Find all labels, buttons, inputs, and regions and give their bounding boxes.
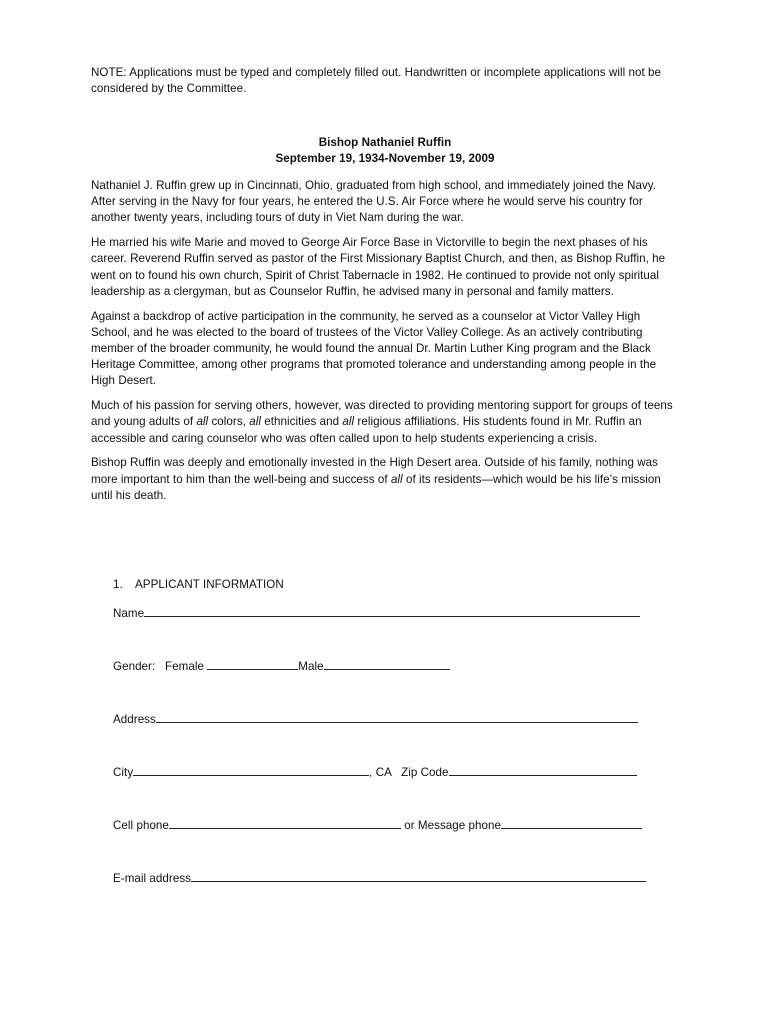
cell-phone-label: Cell phone xyxy=(113,819,169,832)
address-label: Address xyxy=(113,713,156,726)
address-field[interactable] xyxy=(156,710,638,723)
honoree-dates: September 19, 1934-November 19, 2009 xyxy=(275,152,495,166)
name-label: Name xyxy=(113,607,145,620)
message-phone-field[interactable] xyxy=(501,816,642,829)
bio-paragraph-4 xyxy=(91,398,681,447)
section-number: 1. xyxy=(113,578,123,591)
bio-text: religious affiliations. His students found in Mr. Ruffin an accessible and caring counselor who was often called upon to help students experiencing a crisis. xyxy=(91,415,642,445)
email-label: E-mail address xyxy=(113,872,192,885)
female-field[interactable] xyxy=(207,657,298,670)
email-field[interactable] xyxy=(191,869,646,882)
bio-paragraph-1: Nathaniel J. Ruffin grew up in Cincinnati, Ohio, graduated from high school, and immediately joined the Navy. After serving in the Navy for four years, he entered the U.S. Air Force where he would serve his country for another twenty years, including tours of duty in Viet Nam during the war. xyxy=(91,179,657,225)
bio-emphasis: all xyxy=(249,415,261,429)
name-field[interactable] xyxy=(144,604,640,617)
address-row xyxy=(113,710,638,728)
bio-emphasis: all xyxy=(196,415,209,429)
bio-text: colors, xyxy=(208,415,250,429)
city-label: City xyxy=(113,766,134,779)
cell-phone-field[interactable] xyxy=(169,816,401,829)
gender-row xyxy=(113,657,450,675)
gender-male-label: Male xyxy=(298,660,324,673)
biography xyxy=(91,178,681,504)
memorial-heading xyxy=(91,135,679,167)
bio-paragraph-3: Against a backdrop of active participation in the community, he served as a counselor at Victor Valley High School, and he was elected to the board of trustees of the Victor Valley College. As an actively contributing member of the broader community, he would found the annual Dr. Martin Luther King program and the Black Heritage Committee, among other programs that promoted tolerance and understanding among people in the High Desert. xyxy=(91,309,657,388)
bio-paragraph-5 xyxy=(91,455,681,504)
bio-emphasis: all xyxy=(342,415,355,429)
male-field[interactable] xyxy=(324,657,450,670)
bio-text: Much of his passion for serving others, however, was directed to providing mentoring support for groups of teens and young adults of xyxy=(91,399,673,429)
bio-emphasis: all xyxy=(390,472,403,486)
section-title: APPLICANT INFORMATION xyxy=(135,578,284,591)
application-note: NOTE: Applications must be typed and completely filled out. Handwritten or incomplete applications will not be considered by the Committee. xyxy=(91,66,662,96)
state-zip-label: , CA Zip Code xyxy=(369,766,449,779)
honoree-name: Bishop Nathaniel Ruffin xyxy=(318,136,452,149)
bio-text: Bishop Ruffin was deeply and emotionally invested in the High Desert area. Outside of his family, nothing was more important to him than the well-being and success of xyxy=(91,456,658,486)
bio-text: ethnicities and xyxy=(260,415,343,429)
section-heading xyxy=(113,577,284,593)
city-row xyxy=(113,763,637,781)
email-row xyxy=(113,869,646,887)
zip-code-field[interactable] xyxy=(449,763,637,776)
gender-female-label: Gender: Female xyxy=(113,660,208,673)
phone-row xyxy=(113,816,642,834)
message-phone-label: or Message phone xyxy=(400,819,502,832)
bio-paragraph-2: He married his wife Marie and moved to George Air Force Base in Victorville to begin the next phases of his career. Reverend Ruffin served as pastor of the First Missionary Baptist Church, and then, as Bishop Ruffin, he went on to found his own church, Spirit of Christ Tabernacle in 1982. He continued to provide not only spiritual leadership as a clergyman, but as Counselor Ruffin, he advised many in personal and family matters. xyxy=(91,236,666,298)
bio-text: of its residents—which would be his life’s mission until his death. xyxy=(91,472,661,502)
name-row xyxy=(113,604,640,622)
city-field[interactable] xyxy=(133,763,369,776)
